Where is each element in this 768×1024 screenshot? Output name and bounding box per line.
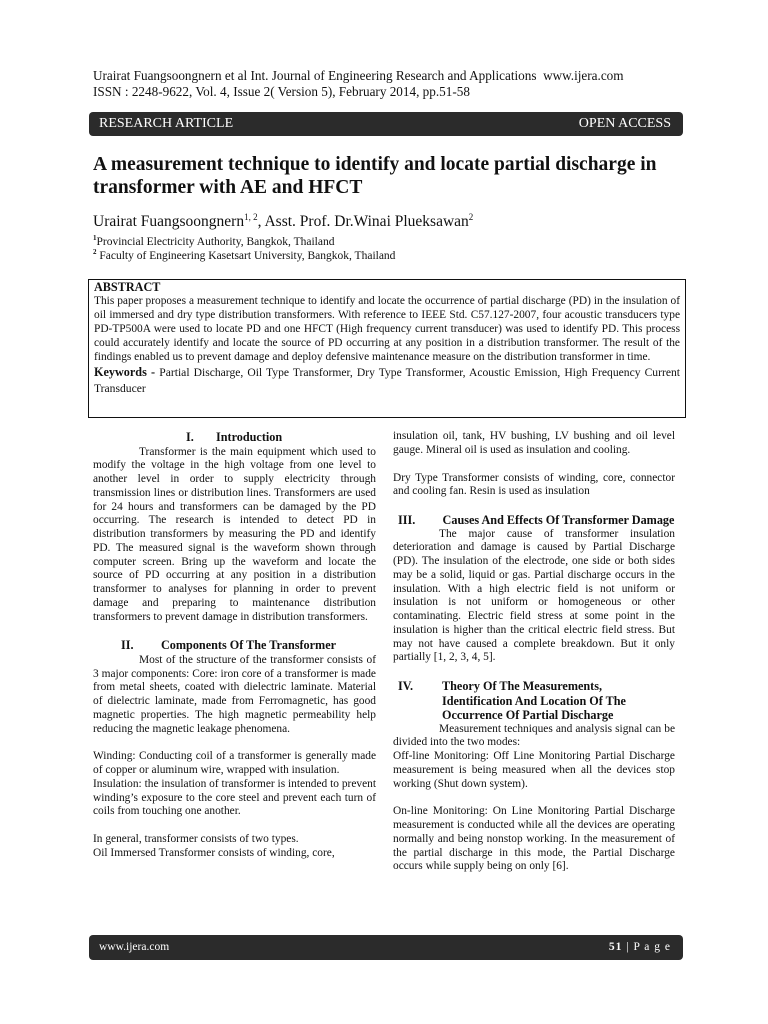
section-4-title: Theory Of The Measurements, Identification And Location Of The Occurrence Of Partial Discharge (442, 679, 626, 722)
journal-website[interactable]: www.ijera.com (543, 68, 624, 83)
abstract-box (88, 279, 686, 418)
section-2-paragraph-3: Insulation: the insulation of transformer is intended to prevent winding’s exposure to the core steel and prevent each turn of coils from touching one another. (93, 777, 376, 818)
footer-bar (89, 935, 683, 960)
author-1-affil: 1, 2 (244, 212, 258, 222)
section-4-paragraph-2: Off-line Monitoring: Off Line Monitoring Partial Discharge measurement is being measured when all the devices stop working (Shut down system). (393, 750, 675, 790)
author-line (93, 212, 473, 231)
section-4-number: IV. (398, 679, 414, 693)
section-1-heading (93, 430, 376, 445)
section-3-number: III. (398, 513, 416, 527)
keywords-label: Keywords - (94, 365, 160, 380)
keywords-text: Partial Discharge, Oil Type Transformer, Dry Type Transformer, Acoustic Emission, High Frequency Current Transducer (94, 366, 680, 396)
article-type-banner (89, 112, 683, 136)
section-2-paragraph-1: Most of the structure of the transformer consists of 3 major components: Core: iron core of a transformer is made from metal sheets, coated with dielectric laminate. Material of dielectric laminate, made from Ferromagnetic, has good magnetic properties. The high magnetic permeability help reducing the magnetic leakage phenomena. (93, 653, 376, 735)
journal-citation: Urairat Fuangsoongnern et al Int. Journal of Engineering Research and Applications (93, 68, 537, 83)
section-3-paragraph: The major cause of transformer insulation deterioration and damage is caused by Partial Discharge (PD). The insulation of the electrode, one side or both sides may be a solid, liquid or gas. Partial discharge occurs in the insulation. With a high electric field is not uniform or insulation is not uniform or homogeneous or other contaminating. Electric field stress at some point in the insulation is higher than the critical electric field stress. But may not have caused a complete breakdown. But it only partially [1, 2, 3, 4, 5]. (393, 527, 675, 664)
section-4-paragraph-1: Measurement techniques and analysis signal can be divided into the two modes: (393, 722, 675, 749)
section-1-paragraph: Transformer is the main equipment which used to modify the voltage in the high voltage from one level to another level in order to supply electricity through transmission lines or distribution lines. Transformers are used for 24 hours and transformers can be damaged by the PD occurring. The research is intended to detect PD in distribution transformers by measuring the PD and identify PD. The measured signal is the waveform shown through computer screen. Bring up the waveform and locate the source of PD occurring at any position in a distribution transformer to analyses for planning in order to prevent damage and preparing to maintenance distribution transformers to prevent damage in distribution transformers. (93, 445, 376, 623)
left-column (93, 430, 376, 861)
affiliation-2-mark: 2 (93, 248, 97, 256)
right-paragraph-1: insulation oil, tank, HV bushing, LV bushing and oil level gauge. Mineral oil is used as insulation and cooling. (393, 430, 675, 456)
issn-line: ISSN : 2248-9622, Vol. 4, Issue 2( Version 5), February 2014, pp.51-58 (93, 84, 470, 99)
affiliation-2 (93, 248, 395, 262)
section-2-number: II. (121, 638, 134, 653)
section-2-paragraph-2: Winding: Conducting coil of a transformer is generally made of copper or aluminum wire, wrapped with insulation. (93, 750, 376, 776)
page-label: | P a g e (622, 941, 671, 953)
section-4-paragraph-3: On-line Monitoring: On Line Monitoring Partial Discharge measurement is conducted while all the devices are operating normally and being nonstop working. In the measurement of the partial discharge in this mode, the Partial Discharge occurs while supply being on only [6]. (393, 805, 675, 873)
author-2-affil: 2 (468, 212, 474, 222)
right-paragraph-2: Dry Type Transformer consists of winding, core, connector and cooling fan. Resin is used as insulation (393, 471, 675, 498)
section-1-number: I. (186, 430, 194, 444)
right-column (393, 430, 675, 874)
section-3-title: Causes And Effects Of Transformer Damage (442, 513, 675, 527)
section-2-title: Components Of The Transformer (161, 638, 337, 653)
page-number: 51 (608, 941, 623, 953)
section-1-title: Introduction (216, 430, 283, 444)
section-2-paragraph-5: Oil Immersed Transformer consists of winding, core, (93, 846, 335, 859)
paper-title: A measurement technique to identify and locate partial discharge in transformer with AE and HFCT (93, 154, 657, 198)
research-article-label: RESEARCH ARTICLE (99, 116, 234, 131)
footer-website[interactable]: www.ijera.com (99, 941, 170, 953)
section-2-heading (93, 638, 376, 653)
abstract-heading: ABSTRACT (94, 280, 161, 294)
keywords (94, 364, 680, 397)
journal-header (93, 68, 624, 100)
section-4-heading (393, 679, 675, 723)
open-access-label: OPEN ACCESS (578, 116, 671, 131)
affiliation-1 (93, 234, 334, 248)
affiliation-2-text: Faculty of Engineering Kasetsart University, Bangkok, Thailand (96, 249, 396, 262)
abstract-body: This paper proposes a measurement technique to identify and locate the occurrence of partial discharge (PD) in the insulation of oil immersed and dry type distribution transformers. With reference to IEEE Std. C57.127-2007, four acoustic transducers type PD-TP500A were used to locate PD and one HFCT (High frequency current transducer) was used to identify PD. This process could accurately identify and locate the source of PD occurring at any position in a distribution transformer. The result of the findings enabled us to prevent damage and deploy defensive maintenance measure on the distribution transformer in time. (94, 294, 680, 363)
section-3-heading (393, 513, 675, 528)
affiliation-1-text: Provincial Electricity Authority, Bangkok, Thailand (96, 235, 335, 248)
affiliation-1-mark: 1 (93, 234, 97, 242)
page-indicator (609, 941, 671, 953)
author-1: Urairat Fuangsoongnern (93, 213, 245, 231)
section-2-paragraph-4: In general, transformer consists of two types. (93, 833, 299, 845)
author-2: , Asst. Prof. Dr.Winai Plueksawan (257, 213, 469, 231)
